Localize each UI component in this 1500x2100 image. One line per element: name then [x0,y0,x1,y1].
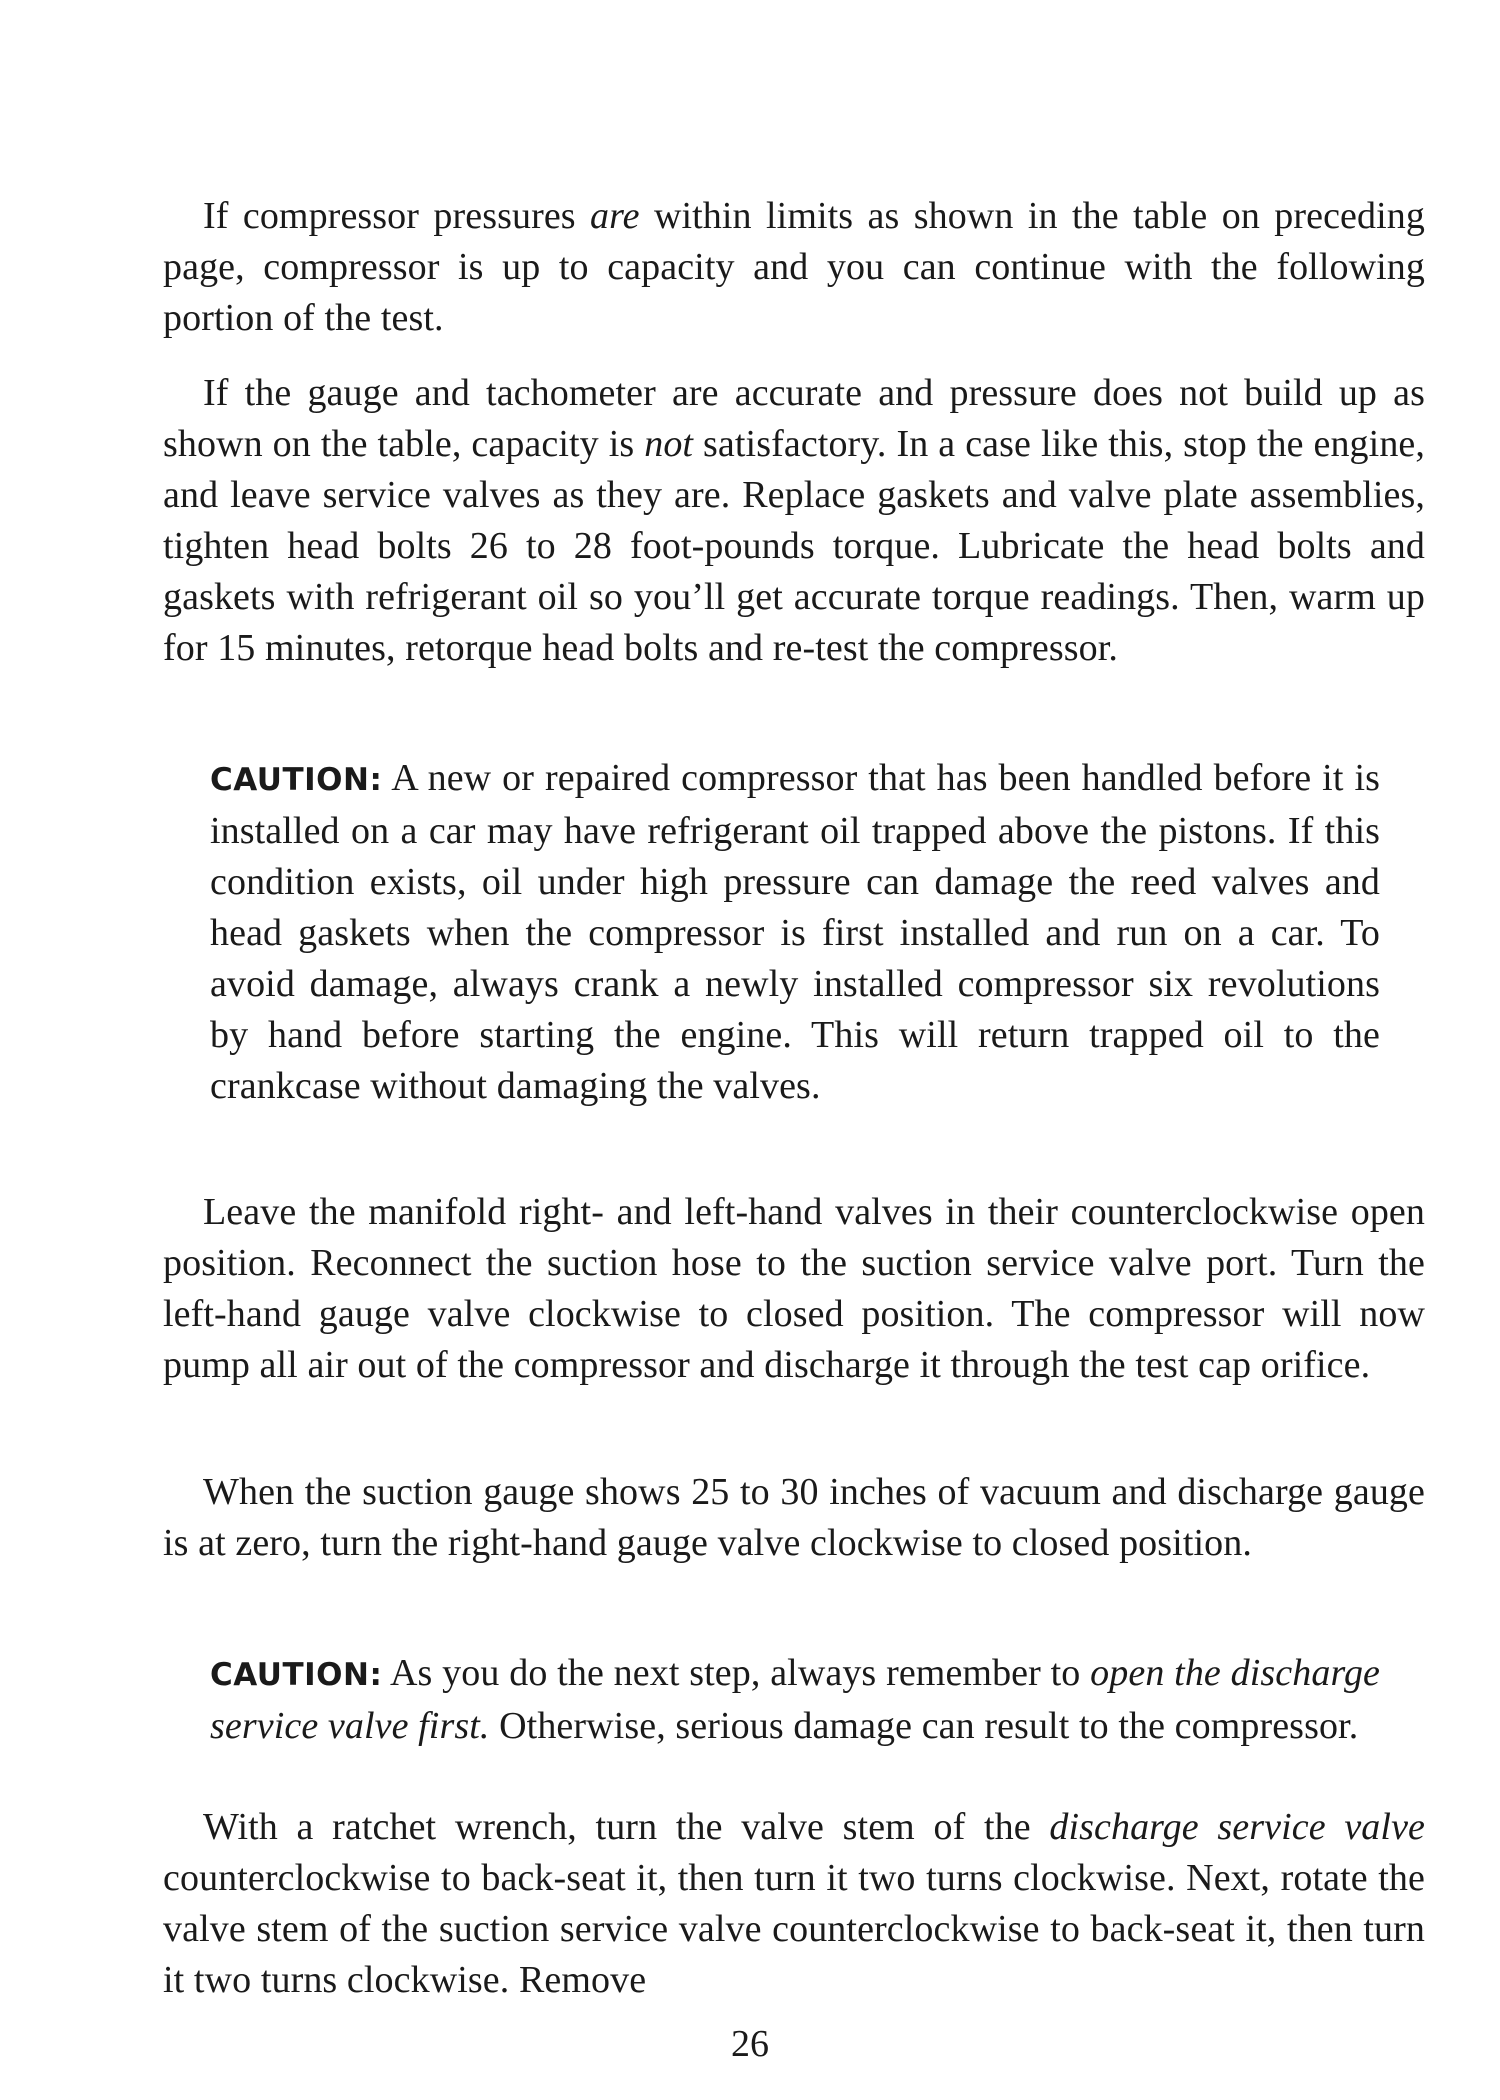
paragraph-manifold-valves: Leave the manifold right- and left-hand valves in their counterclockwise open position. Reconnect the suction hose to the suction service valve port. Turn the left-hand gauge valve clockwise to closed position. The compressor will now pump all air out of the compressor and discharge it through the test cap orifice. [163,1191,1425,1386]
paragraph-suction-gauge: When the suction gauge shows 25 to 30 inches of vacuum and discharge gauge is at zero, turn the right-hand gauge valve clockwise to closed position. [163,1471,1425,1564]
page-number: 26 [731,2023,769,2065]
paragraph-capacity-not-satisfactory: If the gauge and tachometer are accurate and pressure does not build up as shown on the table, capacity is not satisfactory. In a case like this, stop the engine, and leave service valves as they are. Replace gaskets and valve plate assemblies, tighten head bolts 26 to 28 foot-pounds torque. Lubricate the head bolts and gaskets with refrigerant oil so you’ll get accurate torque readings. Then, warm up for 15 minutes, retorque head bolts and re-test the compressor. [163,372,1425,669]
caution-trapped-oil: CAUTION: A new or repaired compressor that has been handled before it is installed on a car may have refrigerant oil trapped above the pistons. If this condition exists, oil under high pressure can damage the reed valves and head gaskets when the compressor is first installed and run on a car. To avoid damage, always crank a newly installed compressor six revolutions by hand before starting the engine. This will return trapped oil to the crankcase without damaging the valves. [210,757,1380,1107]
caution-discharge-valve: CAUTION: As you do the next step, always remember to open the discharge service valve first. Otherwise, serious damage can result to the compressor. [210,1652,1381,1747]
paragraph-ratchet-wrench: With a ratchet wrench, turn the valve stem of the discharge service valve counterclockwise to back-seat it, then turn it two turns clockwise. Next, rotate the valve stem of the suction service valve counterclockwise to back-seat it, then turn it two turns clockwise. Remove [163,1806,1426,2001]
paragraph-capacity-ok: If compressor pressures are within limits as shown in the table on preceding page, compressor is up to capacity and you can continue with the following portion of the test. [163,195,1425,339]
caution-label: CAUTION: [210,1657,383,1693]
caution-label: CAUTION: [210,762,383,798]
